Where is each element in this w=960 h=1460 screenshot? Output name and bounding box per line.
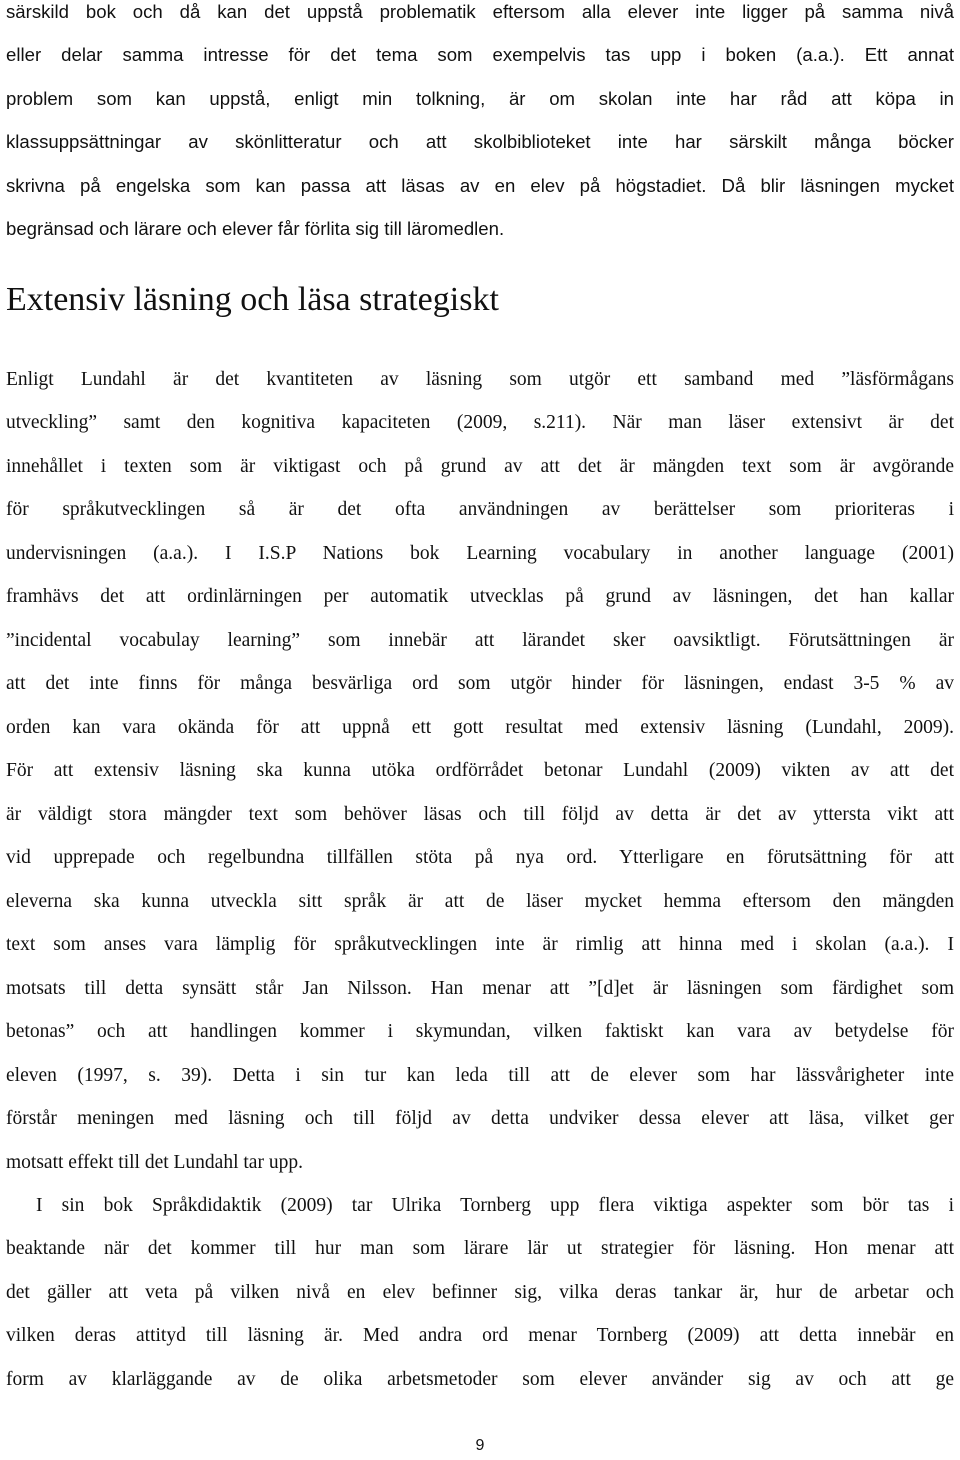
text-line: att det inte finns för många besvärliga ord som utgör hinder för läsningen, endast 3-5 % av: [6, 673, 954, 694]
text-line: problem som kan uppstå, enligt min tolkning, är om skolan inte har råd att köpa in: [6, 88, 954, 109]
text-line: framhävs det att ordinlärningen per automatik utvecklas på grund av läsningen, det han kallar: [6, 586, 954, 607]
page-number: 9: [475, 1437, 485, 1454]
text-line: ”incidental vocabulay learning” som innebär att lärandet sker oavsiktligt. Förutsättningen är: [6, 630, 954, 651]
text-line: utveckling” samt den kognitiva kapaciteten (2009, s.211). När man läser extensivt är det: [6, 412, 954, 433]
text-line: orden kan vara okända för att uppnå ett gott resultat med extensiv läsning (Lundahl, 2009).: [6, 717, 954, 738]
text-line: förstår meningen med läsning och till följd av detta undviker dessa elever att läsa, vilket ger: [6, 1108, 954, 1129]
text-line: skrivna på engelska som kan passa att läsas av en elev på högstadiet. Då blir läsningen mycket: [6, 175, 954, 196]
text-line: För att extensiv läsning ska kunna utöka ordförrådet betonar Lundahl (2009) vikten av att det: [6, 760, 954, 781]
text-line: Enligt Lundahl är det kvantiteten av läsning som utgör ett samband med ”läsförmågans: [6, 369, 954, 390]
section-heading: Extensiv läsning och läsa strategiskt: [6, 281, 499, 318]
text-line: eleven (1997, s. 39). Detta i sin tur kan leda till att de elever som har lässvårigheter inte: [6, 1065, 954, 1086]
text-line: för språkutvecklingen så är det ofta användningen av berättelser som prioriteras i: [6, 499, 954, 520]
text-line: betonas” och att handlingen kommer i skymundan, vilken faktiskt kan vara av betydelse för: [6, 1021, 954, 1042]
text-line: eleverna ska kunna utveckla sitt språk är att de läser mycket hemma eftersom den mängden: [6, 891, 954, 912]
text-line: begränsad och lärare och elever får förlita sig till läromedlen.: [6, 218, 505, 239]
text-line: beaktande när det kommer till hur man som lärare lär ut strategier för läsning. Hon menar att: [6, 1238, 954, 1259]
text-line: det gäller att veta på vilken nivå en elev befinner sig, vilka deras tankar är, hur de arbetar och: [6, 1282, 954, 1303]
text-line: motsats till detta synsätt står Jan Nilsson. Han menar att ”[d]et är läsningen som färdighet som: [6, 978, 954, 999]
text-line: undervisningen (a.a.). I I.S.P Nations bok Learning vocabulary in another language (2001): [6, 543, 954, 564]
text-line: vilken deras attityd till läsning är. Med andra ord menar Tornberg (2009) att detta innebär en: [6, 1325, 954, 1346]
text-line: form av klarläggande av de olika arbetsmetoder som elever använder sig av och att ge: [6, 1369, 954, 1390]
text-line: särskild bok och då kan det uppstå problematik eftersom alla elever inte ligger på samma nivå: [6, 1, 954, 22]
text-line: text som anses vara lämplig för språkutvecklingen inte är rimlig att hinna med i skolan (a.a.). I: [6, 934, 954, 955]
text-line: eller delar samma intresse för det tema som exempelvis tas upp i boken (a.a.). Ett annat: [6, 44, 954, 65]
text-line: är väldigt stora mängder text som behöver läsas och till följd av detta är det av yttersta vikt att: [6, 804, 954, 825]
text-line: motsatt effekt till det Lundahl tar upp.: [6, 1152, 303, 1173]
text-line: I sin bok Språkdidaktik (2009) tar Ulrika Tornberg upp flera viktiga aspekter som bör tas i: [36, 1195, 954, 1216]
text-line: klassuppsättningar av skönlitteratur och att skolbiblioteket inte har särskilt många böcker: [6, 131, 954, 152]
text-line: vid upprepade och regelbundna tillfällen stöta på nya ord. Ytterligare en förutsättning för att: [6, 847, 954, 868]
text-line: innehållet i texten som är viktigast och på grund av att det är mängden text som är avgörande: [6, 456, 954, 477]
